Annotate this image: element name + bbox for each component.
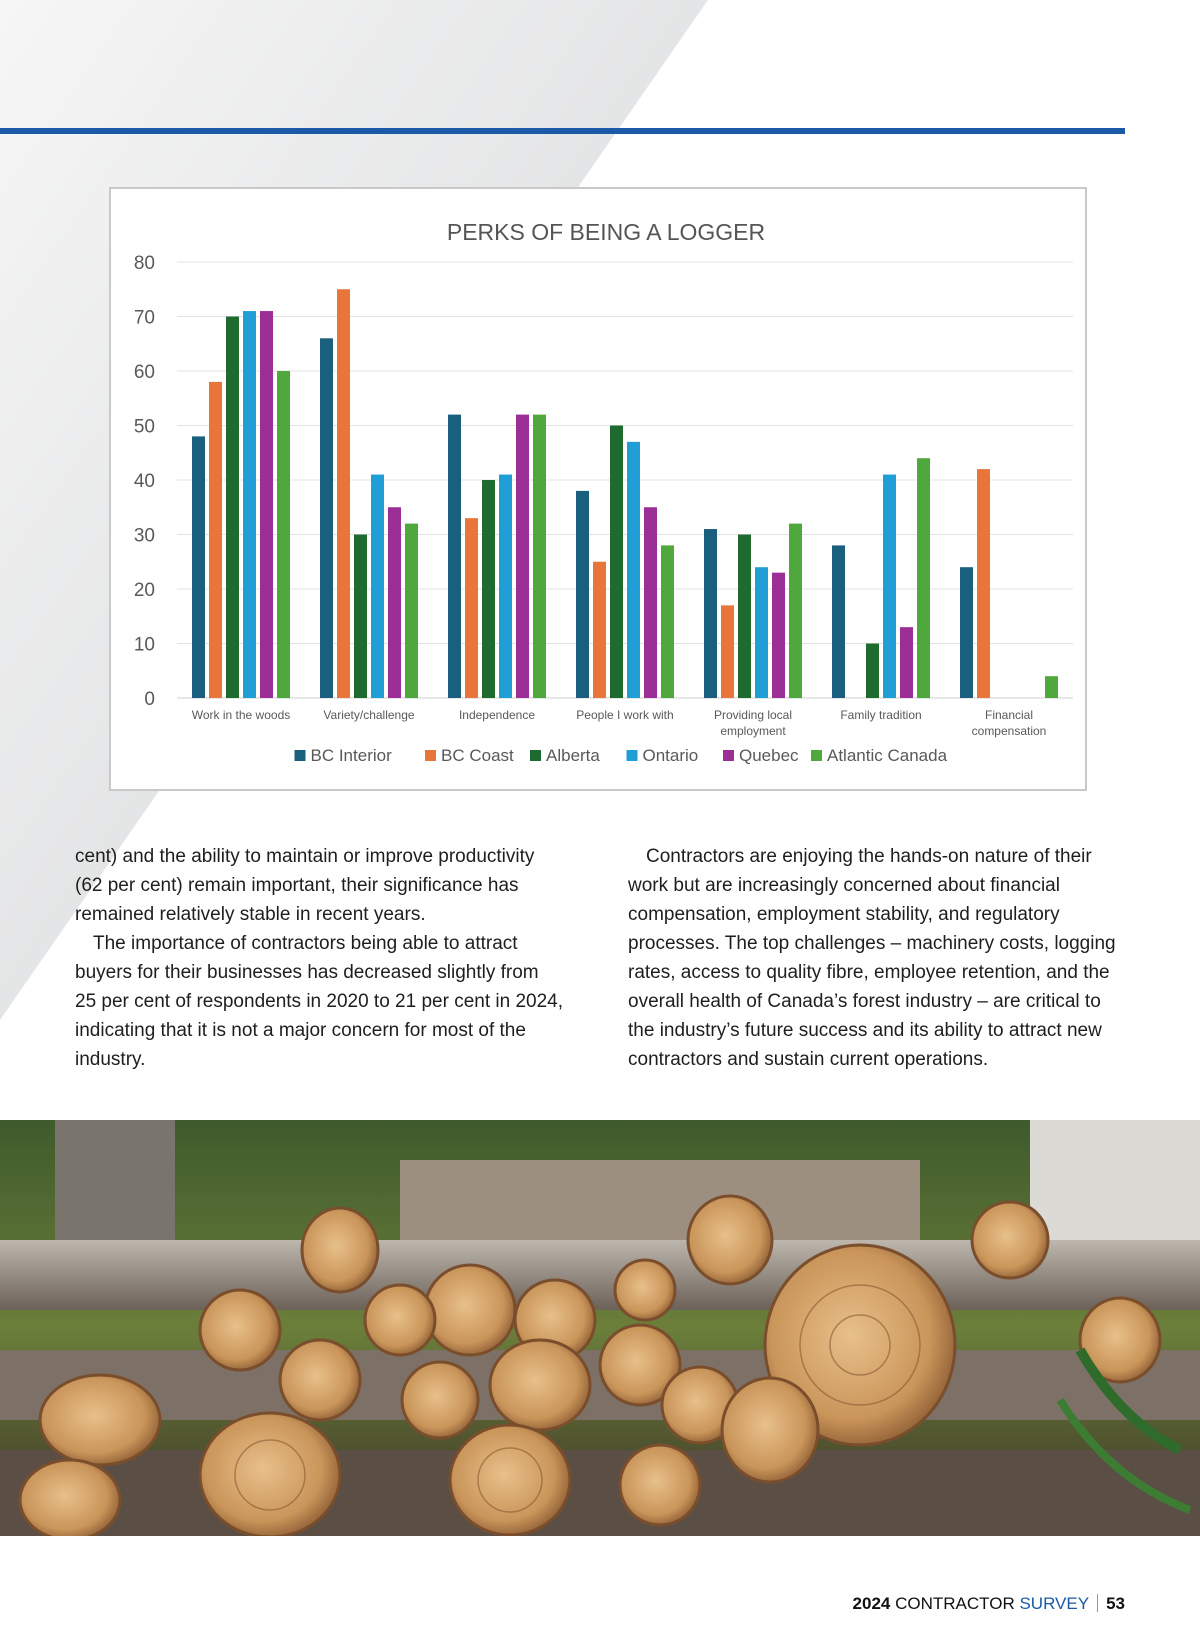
footer-divider bbox=[1097, 1594, 1098, 1612]
legend-label: Atlantic Canada bbox=[827, 746, 948, 765]
y-tick-label: 70 bbox=[133, 307, 155, 329]
bar bbox=[499, 475, 512, 698]
y-tick-label: 30 bbox=[133, 525, 155, 547]
footer-year: 2024 bbox=[852, 1594, 891, 1613]
bar bbox=[1045, 676, 1058, 698]
bar bbox=[610, 426, 623, 699]
legend-swatch bbox=[723, 750, 734, 761]
y-tick-label: 50 bbox=[133, 416, 155, 438]
y-tick-label: 20 bbox=[133, 580, 155, 601]
legend-swatch bbox=[530, 750, 541, 761]
bar bbox=[260, 311, 273, 698]
bar bbox=[226, 317, 239, 699]
bar bbox=[866, 644, 879, 699]
bar bbox=[704, 529, 717, 698]
body-paragraph: cent) and the ability to maintain or improve productivity (62 per cent) remain important, their significance has remained relatively stable in recent years. bbox=[75, 846, 535, 925]
x-tick-label: Independence bbox=[458, 708, 536, 722]
bar bbox=[917, 458, 930, 698]
bar bbox=[448, 415, 461, 698]
bar bbox=[977, 469, 990, 698]
bar bbox=[593, 562, 606, 698]
legend-item bbox=[811, 746, 948, 765]
bar bbox=[960, 567, 973, 698]
y-tick-label: 10 bbox=[133, 634, 155, 656]
x-axis-category-labels bbox=[192, 708, 1047, 738]
bar bbox=[661, 545, 674, 698]
top-blue-rule bbox=[0, 128, 1125, 134]
x-tick-label: Providing local employment bbox=[713, 708, 793, 738]
bar bbox=[371, 475, 384, 698]
bar bbox=[533, 415, 546, 698]
legend-label: Ontario bbox=[642, 746, 699, 765]
bar bbox=[209, 382, 222, 698]
bar bbox=[789, 524, 802, 698]
x-tick-label: People I work with bbox=[576, 708, 674, 722]
bar bbox=[883, 475, 896, 698]
body-paragraph: The importance of contractors being able to attract buyers for their businesses has decreased slightly from 25 per cent of respondents in 2020 to 21 per cent in 2024, indicating that it is not a major concern for most of the industry. bbox=[75, 933, 564, 1070]
bar bbox=[388, 507, 401, 698]
legend-label: BC Interior bbox=[310, 746, 392, 765]
bar bbox=[405, 524, 418, 698]
bar bbox=[482, 480, 495, 698]
bar bbox=[192, 436, 205, 698]
bar bbox=[516, 415, 529, 698]
y-tick-label: 60 bbox=[133, 362, 155, 383]
bar bbox=[644, 507, 657, 698]
perks-chart-frame bbox=[109, 187, 1087, 791]
legend-swatch bbox=[295, 750, 306, 761]
body-column-left bbox=[75, 842, 565, 1074]
legend-label: BC Coast bbox=[441, 746, 514, 765]
legend-item bbox=[723, 746, 799, 765]
chart-legend bbox=[295, 746, 948, 765]
legend-item bbox=[425, 746, 514, 765]
footer-contractor: CONTRACTOR bbox=[895, 1594, 1015, 1613]
log-pile-photo bbox=[0, 1120, 1200, 1536]
bar bbox=[465, 518, 478, 698]
x-tick-label: Work in the woods bbox=[191, 708, 291, 722]
page-number: 53 bbox=[1106, 1594, 1125, 1613]
legend-item bbox=[295, 746, 393, 765]
legend-swatch bbox=[811, 750, 822, 761]
bar bbox=[576, 491, 589, 698]
bar bbox=[772, 573, 785, 698]
legend-item bbox=[627, 746, 699, 765]
perks-bar-chart bbox=[111, 189, 1085, 789]
legend-swatch bbox=[425, 750, 436, 761]
bar bbox=[277, 371, 290, 698]
bar bbox=[755, 567, 768, 698]
y-axis-tick-labels bbox=[134, 253, 155, 710]
chart-title: PERKS OF BEING A LOGGER bbox=[446, 219, 766, 245]
legend-swatch bbox=[627, 750, 638, 761]
body-column-right bbox=[628, 842, 1128, 1074]
bar bbox=[320, 338, 333, 698]
x-tick-label: Variety/challenge bbox=[323, 708, 415, 722]
body-paragraph: Contractors are enjoying the hands-on nature of their work but are increasingly concerned about financial compensation, employment stability, and regulatory processes. The top challenges – machinery costs, logging rates, access to quality fibre, employee retention, and the overall health of Canada’s forest industry – are critical to the industry’s future success and its ability to attract new contractors and sustain current operations. bbox=[628, 846, 1116, 1070]
y-tick-label: 80 bbox=[133, 253, 155, 274]
bar bbox=[900, 627, 913, 698]
bar bbox=[832, 545, 845, 698]
bar bbox=[354, 535, 367, 699]
x-tick-label: Financial compensation bbox=[971, 708, 1047, 738]
bar bbox=[627, 442, 640, 698]
y-tick-label: 0 bbox=[144, 689, 155, 710]
x-tick-label: Family tradition bbox=[840, 708, 922, 722]
bar bbox=[337, 289, 350, 698]
bar bbox=[243, 311, 256, 698]
legend-item bbox=[530, 746, 600, 765]
bar bbox=[738, 535, 751, 699]
bar bbox=[721, 605, 734, 698]
chart-gridlines bbox=[177, 262, 1073, 698]
chart-bars bbox=[192, 289, 1058, 698]
page-footer bbox=[853, 1594, 1125, 1614]
footer-survey: SURVEY bbox=[1019, 1594, 1090, 1613]
legend-label: Quebec bbox=[739, 746, 799, 765]
y-tick-label: 40 bbox=[133, 471, 155, 492]
legend-label: Alberta bbox=[546, 746, 600, 765]
